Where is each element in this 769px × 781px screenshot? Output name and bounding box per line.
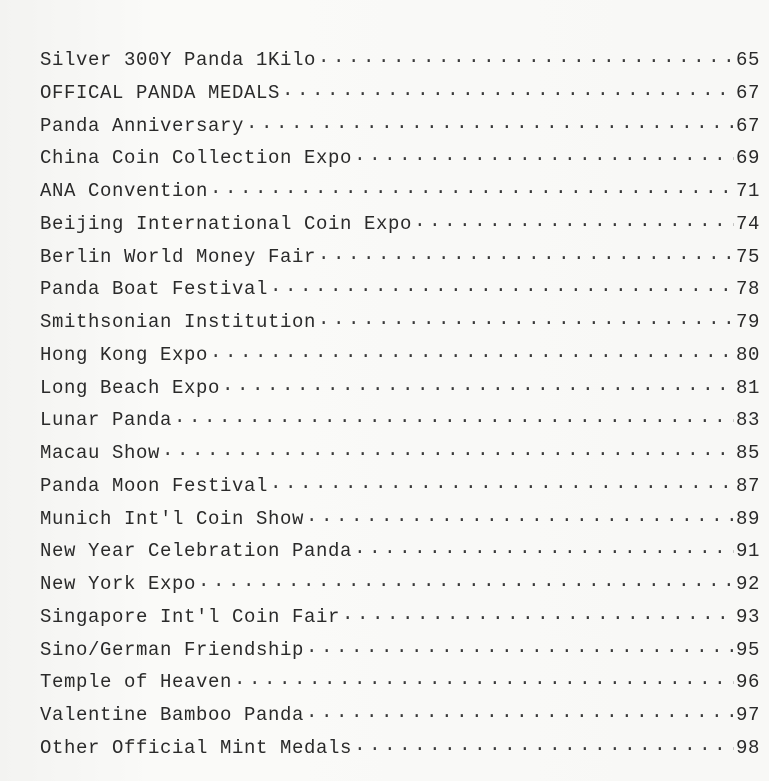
toc-entry [40,701,760,734]
toc-entry-title: OFFICAL PANDA MEDALS [40,81,281,104]
toc-entry-page-number: 93 [735,605,760,628]
toc-dot-leader [318,308,734,327]
toc-entry-title: Macau Show [40,442,161,464]
toc-dot-leader [234,668,734,687]
toc-entry [40,177,760,210]
toc-entry-page-number: 69 [735,147,760,170]
toc-entry-page-number: 89 [735,507,760,530]
toc-entry-page-number: 91 [735,540,760,563]
toc-entry [40,374,760,407]
toc-entry [40,308,760,341]
toc-entry-title: Singapore Int'l Coin Fair [40,605,341,628]
toc-entry-title: Panda Moon Festival [40,474,269,497]
toc-entry-page-number: 74 [735,212,760,235]
toc-dot-leader [282,79,734,98]
toc-entry [40,144,760,177]
toc-entry [40,636,760,669]
toc-entry [40,210,760,243]
toc-entry-title: Panda Boat Festival [40,278,269,301]
toc-dot-leader [210,177,734,196]
toc-entry [40,439,760,472]
toc-entry-page-number: 95 [735,638,760,661]
table-of-contents [40,46,760,767]
toc-dot-leader [246,112,734,131]
toc-entry-title: Beijing International Coin Expo [40,212,413,235]
toc-entry [40,341,760,374]
toc-entry-page-number: 87 [735,474,760,497]
toc-dot-leader [306,701,734,720]
toc-entry [40,472,760,505]
toc-entry-title: Munich Int'l Coin Show [40,507,305,530]
toc-entry-title: Sino/German Friendship [40,638,305,661]
toc-entry-title: Other Official Mint Medals [40,736,353,759]
toc-dot-leader [354,537,734,556]
toc-dot-leader [162,439,734,458]
toc-entry-page-number: 78 [735,278,760,301]
toc-dot-leader [270,275,734,294]
toc-entry-page-number: 96 [735,671,760,694]
toc-entry-title: New York Expo [40,573,197,595]
toc-dot-leader [354,734,734,753]
toc-entry-title: ANA Convention [40,180,209,202]
toc-dot-leader [210,341,734,360]
toc-dot-leader [414,210,734,229]
toc-entry-title: Temple of Heaven [40,671,233,694]
toc-dot-leader [198,570,734,589]
toc-entry-title: Lunar Panda [40,409,173,432]
toc-entry-page-number: 80 [735,343,760,366]
toc-entry-page-number: 85 [735,442,760,464]
toc-dot-leader [318,243,734,262]
toc-entry [40,243,760,276]
toc-entry-title: Panda Anniversary [40,114,245,137]
toc-entry-page-number: 83 [735,409,760,432]
toc-entry-page-number: 71 [735,180,760,202]
toc-dot-leader [270,472,734,491]
toc-entry-page-number: 67 [735,81,760,104]
toc-entry-page-number: 92 [735,573,760,595]
toc-entry [40,406,760,439]
toc-entry-title: Valentine Bamboo Panda [40,704,305,726]
toc-entry [40,537,760,570]
toc-entry-title: Long Beach Expo [40,376,221,399]
toc-entry [40,734,760,767]
toc-entry-page-number: 98 [735,736,760,759]
toc-entry [40,79,760,112]
toc-entry-page-number: 67 [735,114,760,137]
toc-entry [40,505,760,538]
toc-entry-page-number: 97 [735,704,760,726]
toc-dot-leader [342,603,734,622]
toc-entry-title: Berlin World Money Fair [40,245,317,268]
toc-entry-page-number: 81 [735,376,760,399]
toc-entry [40,668,760,701]
toc-entry-page-number: 75 [735,245,760,268]
toc-entry [40,570,760,603]
toc-entry-title: Silver 300Y Panda 1Kilo [40,49,317,71]
toc-entry-page-number: 65 [735,49,760,71]
toc-dot-leader [306,636,734,655]
toc-entry [40,275,760,308]
toc-entry-title: Smithsonian Institution [40,311,317,333]
toc-entry-title: New Year Celebration Panda [40,540,353,563]
toc-dot-leader [318,46,734,65]
toc-entry [40,603,760,636]
toc-dot-leader [174,406,734,425]
toc-dot-leader [306,505,734,524]
toc-dot-leader [354,144,734,163]
toc-entry-title: Hong Kong Expo [40,343,209,366]
toc-entry [40,112,760,145]
toc-dot-leader [222,374,734,393]
toc-entry-title: China Coin Collection Expo [40,147,353,170]
toc-entry-page-number: 79 [735,311,760,333]
toc-entry [40,46,760,79]
